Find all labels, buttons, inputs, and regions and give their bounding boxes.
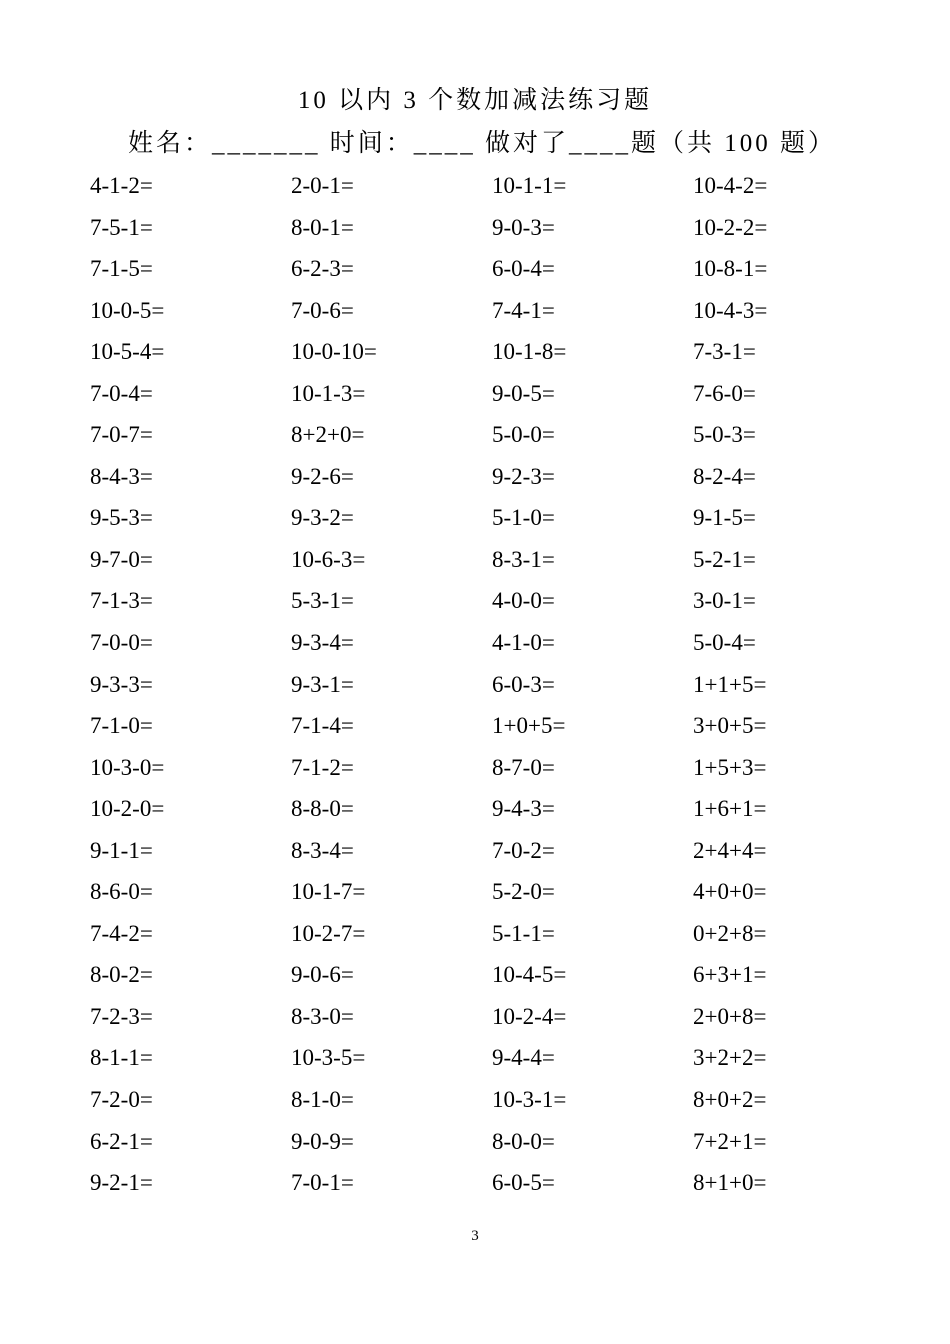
problem-grid: [90, 169, 910, 1208]
math-problem: 6-0-5=: [492, 1170, 555, 1196]
math-problem: 10-4-3=: [693, 297, 768, 323]
math-problem: 5-0-0=: [492, 422, 555, 448]
math-problem: 10-4-5=: [492, 962, 567, 988]
math-problem: 1+1+5=: [693, 671, 767, 697]
math-problem: 9-5-3=: [90, 505, 153, 531]
math-problem: 4-0-0=: [492, 588, 555, 614]
math-problem: 7-3-1=: [693, 339, 756, 365]
math-problem: 9-3-2=: [291, 505, 354, 531]
math-problem: 5-1-1=: [492, 920, 555, 946]
math-problem: 10-8-1=: [693, 256, 768, 282]
math-problem: 9-7-0=: [90, 546, 153, 572]
math-problem: 10-2-0=: [90, 796, 165, 822]
math-problem: 8-7-0=: [492, 754, 555, 780]
math-problem: 10-5-4=: [90, 339, 165, 365]
math-problem: 8-0-2=: [90, 962, 153, 988]
math-problem: 9-3-1=: [291, 671, 354, 697]
math-problem: 8+1+0=: [693, 1170, 767, 1196]
math-problem: 7-2-3=: [90, 1003, 153, 1029]
math-problem: 3-0-1=: [693, 588, 756, 614]
math-problem: 9-4-3=: [492, 796, 555, 822]
math-problem: 10-6-3=: [291, 546, 366, 572]
math-problem: 9-1-5=: [693, 505, 756, 531]
math-problem: 10-1-8=: [492, 339, 567, 365]
worksheet-title: 10 以内 3 个数加减法练习题: [297, 87, 653, 114]
math-problem: 7-0-2=: [492, 837, 555, 863]
math-problem: 8-3-0=: [291, 1003, 354, 1029]
math-problem: 8-0-1=: [291, 214, 354, 240]
math-problem: 7-1-5=: [90, 256, 153, 282]
math-problem: 7+2+1=: [693, 1128, 767, 1154]
math-problem: 9-0-9=: [291, 1128, 354, 1154]
math-problem: 9-0-3=: [492, 214, 555, 240]
math-problem: 10-1-3=: [291, 380, 366, 406]
math-problem: 9-2-6=: [291, 463, 354, 489]
math-problem: 7-4-1=: [492, 297, 555, 323]
math-problem: 10-3-5=: [291, 1045, 366, 1071]
math-problem: 3+2+2=: [693, 1045, 767, 1071]
math-problem: 8-3-1=: [492, 546, 555, 572]
math-problem: 9-0-6=: [291, 962, 354, 988]
math-problem: 1+0+5=: [492, 713, 566, 739]
math-problem: 9-2-3=: [492, 463, 555, 489]
math-problem: 7-0-6=: [291, 297, 354, 323]
math-problem: 7-1-4=: [291, 713, 354, 739]
math-problem: 10-0-10=: [291, 339, 377, 365]
math-problem: 5-2-0=: [492, 879, 555, 905]
math-problem: 6-0-3=: [492, 671, 555, 697]
math-problem: 7-0-7=: [90, 422, 153, 448]
math-problem: 6-2-1=: [90, 1128, 153, 1154]
math-problem: 2+0+8=: [693, 1003, 767, 1029]
math-problem: 9-4-4=: [492, 1045, 555, 1071]
math-problem: 5-2-1=: [693, 546, 756, 572]
math-problem: 4-1-2=: [90, 173, 153, 198]
math-problem: 5-0-4=: [693, 630, 756, 656]
math-problem: 8+2+0=: [291, 422, 365, 448]
math-problem: 7-5-1=: [90, 214, 153, 240]
math-problem: 7-0-1=: [291, 1170, 354, 1196]
student-info-line: 姓名：_______ 时间：____ 做对了____题（共 100 题）: [128, 130, 837, 157]
math-problem: 6-2-3=: [291, 256, 354, 282]
math-problem: 10-1-1=: [492, 173, 567, 198]
math-problem: 7-6-0=: [693, 380, 756, 406]
math-problem: 7-1-3=: [90, 588, 153, 614]
math-problem: 7-1-2=: [291, 754, 354, 780]
math-problem: 8-0-0=: [492, 1128, 555, 1154]
math-problem: 3+0+5=: [693, 713, 767, 739]
math-problem: 5-3-1=: [291, 588, 354, 614]
math-problem: 7-0-0=: [90, 630, 153, 656]
math-problem: 9-1-1=: [90, 837, 153, 863]
math-problem: 7-4-2=: [90, 920, 153, 946]
math-problem: 1+6+1=: [693, 796, 767, 822]
math-problem: 2+4+4=: [693, 837, 767, 863]
math-problem: 8-1-0=: [291, 1087, 354, 1113]
math-problem: 10-2-7=: [291, 920, 366, 946]
math-problem: 10-2-4=: [492, 1003, 567, 1029]
math-problem: 9-0-5=: [492, 380, 555, 406]
math-problem: 8-8-0=: [291, 796, 354, 822]
math-problem: 6-0-4=: [492, 256, 555, 282]
math-problem: 9-3-4=: [291, 630, 354, 656]
math-problem: 0+2+8=: [693, 920, 767, 946]
math-problem: 9-2-1=: [90, 1170, 153, 1196]
math-problem: 7-0-4=: [90, 380, 153, 406]
page-number: 3: [471, 1228, 479, 1244]
math-problem: 4+0+0=: [693, 879, 767, 905]
math-problem: 5-0-3=: [693, 422, 756, 448]
math-problem: 10-2-2=: [693, 214, 768, 240]
math-problem: 8-3-4=: [291, 837, 354, 863]
math-problem: 1+5+3=: [693, 754, 767, 780]
math-problem: 4-1-0=: [492, 630, 555, 656]
math-problem: 8-2-4=: [693, 463, 756, 489]
math-problem: 2-0-1=: [291, 173, 354, 198]
math-problem: 10-3-0=: [90, 754, 165, 780]
math-problem: 7-1-0=: [90, 713, 153, 739]
math-problem: 10-3-1=: [492, 1087, 567, 1113]
math-problem: 10-1-7=: [291, 879, 366, 905]
math-problem: 5-1-0=: [492, 505, 555, 531]
math-problem: 10-0-5=: [90, 297, 165, 323]
math-problem: 8-1-1=: [90, 1045, 153, 1071]
math-problem: 10-4-2=: [693, 173, 768, 198]
math-problem: 8-6-0=: [90, 879, 153, 905]
math-problem: 8+0+2=: [693, 1087, 767, 1113]
math-problem: 6+3+1=: [693, 962, 767, 988]
math-problem: 9-3-3=: [90, 671, 153, 697]
math-problem: 8-4-3=: [90, 463, 153, 489]
math-problem: 7-2-0=: [90, 1087, 153, 1113]
